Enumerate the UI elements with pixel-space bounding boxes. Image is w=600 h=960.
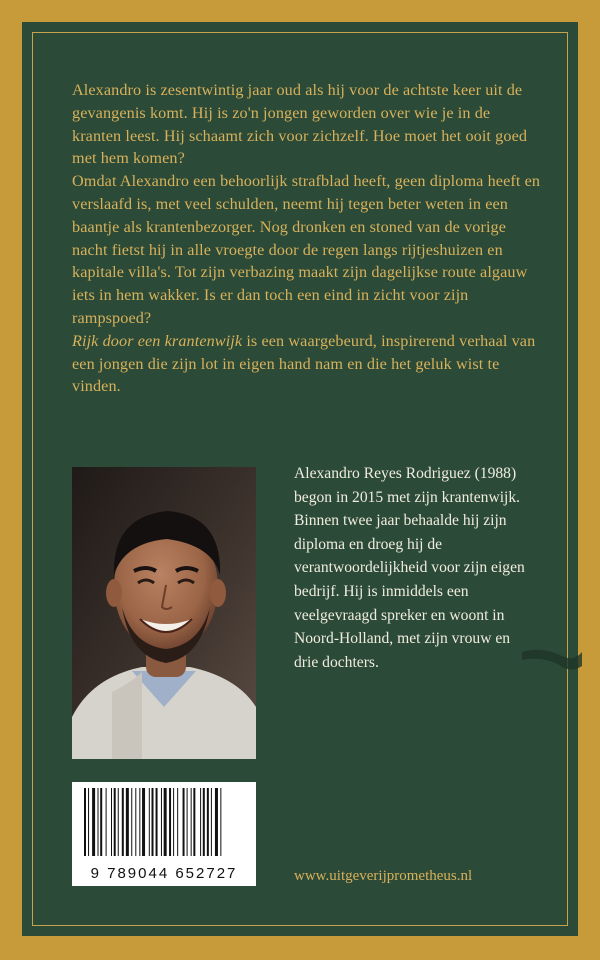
author-photo <box>72 467 256 759</box>
brush-stroke-decoration <box>522 622 582 682</box>
isbn-barcode <box>72 782 256 886</box>
publisher-website: www.uitgeverijprometheus.nl <box>294 868 473 884</box>
blurb-paragraph-1: Alexandro is zesentwintig jaar oud als hij voor de achtste keer uit de gevangenis komt. Hij is zo'n jongen geworden over wie je in de kranten leest. Hij schaamt zich voor zichzelf. Hoe moet het ooit goed met hem komen? <box>72 81 528 168</box>
barcode-bars <box>72 788 256 868</box>
book-back-cover <box>22 22 578 936</box>
blurb-paragraph-3 <box>72 330 542 398</box>
author-portrait-illustration <box>72 467 256 759</box>
blurb-paragraph-3-rest: is een waargebeurd, inspirerend verhaal van een jongen die zijn lot in eigen hand nam en die het geluk wist te vinden. <box>72 331 536 396</box>
book-title-italic: Rijk door een krantenwijk <box>72 331 243 350</box>
isbn-number: 9 789044 652727 <box>90 865 238 882</box>
author-bio-text: Alexandro Reyes Rodriguez (1988) begon in 2015 met zijn krantenwijk. Binnen twee jaar behaalde hij zijn diploma en droeg hij de verantwoordelijkheid voor zijn eigen bedrijf. Hij is inmiddels een veelgevraagd spreker en woont in Noord-Holland, met zijn vrouw en drie dochters. <box>294 465 525 671</box>
blurb-text <box>72 79 542 398</box>
blurb-paragraph-2: Omdat Alexandro een behoorlijk strafblad heeft, geen diploma heeft en verslaafd is, met veel schulden, neemt hij tegen beter weten in een baantje als krantenbezorger. Nog dronken en stoned van de vorige nacht fietst hij in alle vroegte door de regen langs rijtjeshuizen en kapitale villa's. Tot zijn verbazing maakt zijn dagelijkse route algauw iets in hem wakker. Is er dan toch een eind in zicht voor zijn rampspoed? <box>72 172 541 327</box>
author-bio <box>294 462 534 674</box>
